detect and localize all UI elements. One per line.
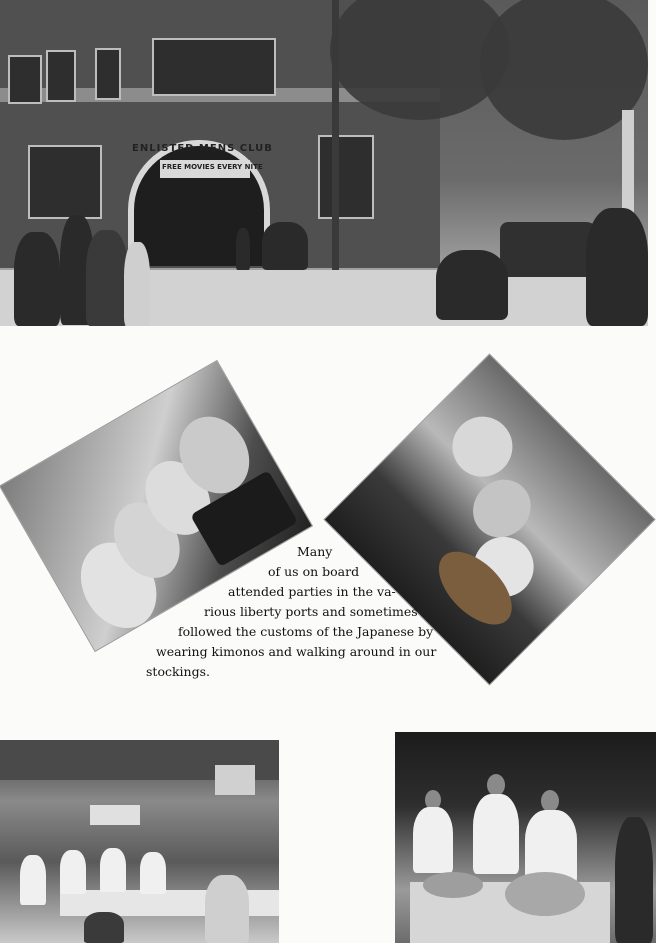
food-tray: [505, 872, 585, 916]
photo-enlisted-mens-club: [0, 0, 648, 326]
caption-line: Many: [297, 544, 333, 559]
pedestrian: [86, 230, 128, 326]
sailor: [60, 850, 86, 894]
sailor: [473, 794, 519, 874]
arch-sign: ENLISTED MENS CLUB: [132, 143, 273, 154]
lamp: [90, 805, 140, 825]
guest: [615, 817, 653, 943]
food-tray: [423, 872, 483, 898]
sailor: [20, 855, 46, 905]
sailor-head: [487, 774, 505, 796]
window: [318, 135, 374, 219]
window: [28, 145, 102, 219]
window: [152, 38, 276, 96]
photo-caption: [140, 542, 450, 682]
caption-line: of us on board: [268, 564, 360, 579]
banner-sign: FREE MOVIES EVERY NITE: [162, 163, 263, 171]
photo-mess-hall-party: [0, 740, 279, 943]
sailor-head: [541, 790, 559, 812]
caption-line: stockings.: [146, 664, 210, 679]
window: [95, 48, 121, 100]
sailor: [413, 807, 453, 873]
caption-line: followed the customs of the Japanese by: [178, 624, 434, 639]
sailor: [100, 848, 126, 892]
caption-line: wearing kimonos and walking around in our: [156, 644, 437, 659]
sailor: [440, 404, 525, 489]
pedestrian: [124, 242, 150, 326]
pedestrians-group: [262, 222, 308, 270]
caption-line: attended parties in the va-: [228, 584, 396, 599]
pedestrian: [586, 208, 648, 326]
sailor: [205, 875, 249, 943]
caption-line: rious liberty ports and sometimes: [204, 604, 418, 619]
pedestrian: [236, 228, 250, 270]
cyclist: [436, 250, 508, 320]
vent: [215, 765, 255, 795]
pedestrian: [14, 232, 60, 326]
window: [46, 50, 76, 102]
photo-buffet-table: [395, 732, 656, 943]
truck: [500, 222, 600, 277]
sailor: [140, 852, 166, 894]
window: [8, 55, 42, 104]
sailor: [84, 912, 124, 943]
